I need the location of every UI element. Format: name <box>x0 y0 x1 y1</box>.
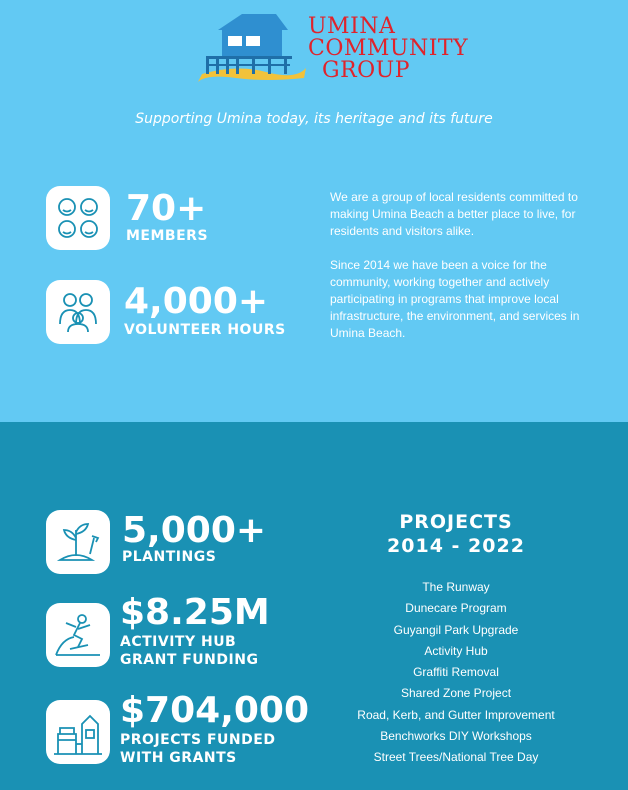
tagline: Supporting Umina today, its heritage and its future <box>135 111 493 127</box>
volunteers-icon <box>46 280 110 344</box>
logo-line-1: UMINA <box>308 14 396 39</box>
list-item: Shared Zone Project <box>400 686 512 701</box>
plant-seedling-icon <box>46 510 110 574</box>
logo-line-3: GROUP <box>322 58 411 83</box>
members-value: 70+ <box>126 188 207 229</box>
list-item: Guyangil Park Upgrade <box>393 622 519 637</box>
list-item: Activity Hub <box>424 643 488 658</box>
activity-hub-label-line-2: GRANT FUNDING <box>120 652 259 668</box>
members-label: MEMBERS <box>126 228 209 244</box>
volunteer-hours-value: 4,000+ <box>124 281 269 322</box>
members-faces-icon <box>46 186 110 250</box>
activity-hub-value: $8.25M <box>120 592 270 633</box>
list-item: Graffiti Removal <box>413 665 499 680</box>
list-item: Street Trees/National Tree Day <box>373 750 539 765</box>
list-item: Dunecare Program <box>405 601 507 616</box>
projects-funded-value: $704,000 <box>120 690 310 731</box>
plantings-value: 5,000+ <box>122 510 267 551</box>
list-item: Benchworks DIY Workshops <box>380 729 532 744</box>
beach-house-icon <box>196 12 308 92</box>
playground-icon <box>46 700 110 764</box>
projects-title-line-1: PROJECTS <box>399 511 513 533</box>
logo-line-2: COMMUNITY <box>308 36 469 61</box>
projects-title <box>356 510 556 558</box>
projects-title-line-2: 2014 - 2022 <box>387 535 525 557</box>
about-paragraph-1: We are a group of local residents committed to making Umina Beach a better place to live, for residents and visitors alike. <box>330 190 578 238</box>
projects-funded-label-line-2: WITH GRANTS <box>120 750 237 766</box>
list-item: The Runway <box>422 580 490 594</box>
volunteer-hours-label: VOLUNTEER HOURS <box>124 322 286 338</box>
skateboarder-icon <box>46 603 110 667</box>
list-item: Road, Kerb, and Gutter Improvement <box>357 707 555 722</box>
projects-funded-label-line-1: PROJECTS FUNDED <box>120 732 276 748</box>
activity-hub-label-line-1: ACTIVITY HUB <box>120 634 237 650</box>
plantings-label: PLANTINGS <box>122 549 217 565</box>
projects-list <box>336 577 576 769</box>
about-paragraph-2: Since 2014 we have been a voice for the community, working together and actively participating in programs that improve local infrastructure, the environment, and services in Umina Beach. <box>330 258 580 340</box>
logo-text <box>308 16 468 82</box>
logo <box>196 12 469 92</box>
